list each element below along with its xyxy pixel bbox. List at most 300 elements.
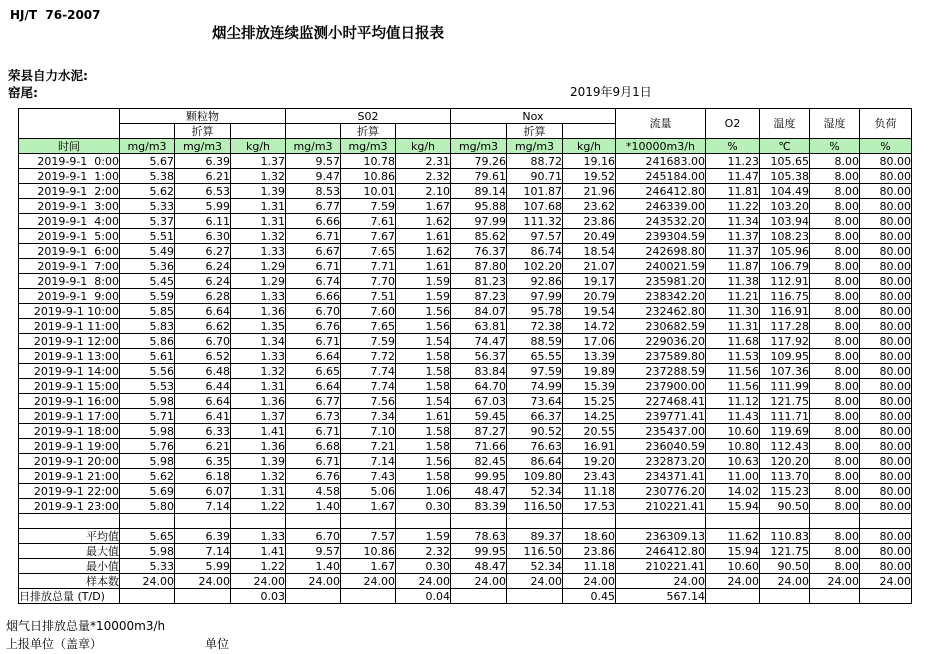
cell: 8.00 xyxy=(810,364,860,379)
cell: 0.45 xyxy=(563,589,616,604)
cell: 7.74 xyxy=(341,364,396,379)
data-row xyxy=(19,334,912,349)
cell: 2.10 xyxy=(396,184,451,199)
cell: 1.59 xyxy=(396,289,451,304)
cell: 11.18 xyxy=(563,484,616,499)
cell: 1.58 xyxy=(396,469,451,484)
unit-cell: mg/m3 xyxy=(120,139,175,154)
cell: 106.79 xyxy=(760,259,810,274)
cell: 1.62 xyxy=(396,244,451,259)
cell: 237589.80 xyxy=(616,349,706,364)
cell: 8.00 xyxy=(810,289,860,304)
data-row xyxy=(19,469,912,484)
cell: 18.54 xyxy=(563,244,616,259)
cell: 6.27 xyxy=(175,244,231,259)
cell: 2019-9-1 11:00 xyxy=(19,319,120,334)
cell: 19.17 xyxy=(563,274,616,289)
cell: 2019-9-1 15:00 xyxy=(19,379,120,394)
cell: 80.00 xyxy=(860,484,912,499)
cell: 6.64 xyxy=(175,394,231,409)
cell: 5.71 xyxy=(120,409,175,424)
cell: 2.32 xyxy=(396,544,451,559)
cell: 8.00 xyxy=(810,424,860,439)
cell: 246412.80 xyxy=(616,184,706,199)
cell: 最大值 xyxy=(19,544,120,559)
cell: 11.34 xyxy=(706,214,760,229)
units-row xyxy=(19,139,912,154)
cell: 1.58 xyxy=(396,439,451,454)
so2-converted-header: 折算 xyxy=(341,124,396,139)
cell: 8.00 xyxy=(810,499,860,514)
cell: 90.52 xyxy=(507,424,563,439)
cell xyxy=(706,514,760,529)
time-column-header: 时间 xyxy=(19,139,120,154)
pm-group-header: 颗粒物 xyxy=(120,109,286,124)
cell: 76.37 xyxy=(451,244,507,259)
summary-row xyxy=(19,529,912,544)
cell: 11.12 xyxy=(706,394,760,409)
cell: 105.38 xyxy=(760,169,810,184)
cell: 1.06 xyxy=(396,484,451,499)
cell: 8.00 xyxy=(810,199,860,214)
cell: 9.57 xyxy=(286,544,341,559)
cell: 11.81 xyxy=(706,184,760,199)
cell: 2019-9-1 0:00 xyxy=(19,154,120,169)
cell xyxy=(860,514,912,529)
cell: 1.32 xyxy=(231,469,286,484)
cell xyxy=(451,514,507,529)
cell: 7.61 xyxy=(341,214,396,229)
cell: 116.91 xyxy=(760,304,810,319)
cell: 6.35 xyxy=(175,454,231,469)
cell: 5.45 xyxy=(120,274,175,289)
table-body xyxy=(19,154,912,604)
cell: 102.20 xyxy=(507,259,563,274)
cell: 2019-9-1 10:00 xyxy=(19,304,120,319)
cell: 18.60 xyxy=(563,529,616,544)
cell: 7.56 xyxy=(341,394,396,409)
cell: 10.86 xyxy=(341,544,396,559)
cell: 5.33 xyxy=(120,199,175,214)
cell: 8.00 xyxy=(810,169,860,184)
cell: 日排放总量 (T/D) xyxy=(19,589,120,604)
cell: 5.38 xyxy=(120,169,175,184)
cell: 92.86 xyxy=(507,274,563,289)
cell: 229036.20 xyxy=(616,334,706,349)
cell xyxy=(810,514,860,529)
cell: 110.83 xyxy=(760,529,810,544)
cell: 24.00 xyxy=(507,574,563,589)
data-row xyxy=(19,244,912,259)
cell: 232462.80 xyxy=(616,304,706,319)
cell: 6.24 xyxy=(175,274,231,289)
cell: 121.75 xyxy=(760,394,810,409)
cell: 59.45 xyxy=(451,409,507,424)
cell: 5.51 xyxy=(120,229,175,244)
cell: 11.47 xyxy=(706,169,760,184)
cell: 103.94 xyxy=(760,214,810,229)
summary-row xyxy=(19,559,912,574)
cell: 11.56 xyxy=(706,364,760,379)
cell: 235981.20 xyxy=(616,274,706,289)
cell: 73.64 xyxy=(507,394,563,409)
reporting-unit-label: 上报单位（盖章） xyxy=(6,637,103,651)
cell: 11.21 xyxy=(706,289,760,304)
cell: 95.88 xyxy=(451,199,507,214)
cell: 80.00 xyxy=(860,454,912,469)
cell: 2019-9-1 14:00 xyxy=(19,364,120,379)
cell: 8.00 xyxy=(810,469,860,484)
cell: 14.02 xyxy=(706,484,760,499)
cell: 242698.80 xyxy=(616,244,706,259)
cell: 6.21 xyxy=(175,439,231,454)
cell: 24.00 xyxy=(706,574,760,589)
cell: 88.72 xyxy=(507,154,563,169)
cell: 567.14 xyxy=(616,589,706,604)
cell: 1.33 xyxy=(231,244,286,259)
cell: 104.49 xyxy=(760,184,810,199)
empty-cell xyxy=(231,124,286,139)
cell: 6.64 xyxy=(286,379,341,394)
cell: 6.71 xyxy=(286,334,341,349)
cell: 2019-9-1 20:00 xyxy=(19,454,120,469)
cell: 210221.41 xyxy=(616,499,706,514)
cell: 80.00 xyxy=(860,244,912,259)
cell: 2019-9-1 2:00 xyxy=(19,184,120,199)
cell: 5.62 xyxy=(120,184,175,199)
cell: 78.63 xyxy=(451,529,507,544)
cell: 5.98 xyxy=(120,544,175,559)
cell: 17.53 xyxy=(563,499,616,514)
cell: 11.22 xyxy=(706,199,760,214)
cell: 238342.20 xyxy=(616,289,706,304)
cell: 1.40 xyxy=(286,559,341,574)
cell: 1.22 xyxy=(231,499,286,514)
empty-cell xyxy=(286,124,341,139)
cell: 20.79 xyxy=(563,289,616,304)
cell: 11.31 xyxy=(706,319,760,334)
cell: 19.54 xyxy=(563,304,616,319)
cell: 21.07 xyxy=(563,259,616,274)
cell: 116.50 xyxy=(507,544,563,559)
cell: 2.32 xyxy=(396,169,451,184)
pm-converted-header: 折算 xyxy=(175,124,231,139)
cell: 1.61 xyxy=(396,229,451,244)
cell xyxy=(507,589,563,604)
cell: 80.00 xyxy=(860,559,912,574)
cell: 80.00 xyxy=(860,304,912,319)
cell: 97.57 xyxy=(507,229,563,244)
cell: 15.94 xyxy=(706,544,760,559)
cell: 5.56 xyxy=(120,364,175,379)
cell: 0.03 xyxy=(231,589,286,604)
load-header: 负荷 xyxy=(860,109,912,139)
cell: 5.76 xyxy=(120,439,175,454)
cell: 6.53 xyxy=(175,184,231,199)
unit-cell: kg/h xyxy=(563,139,616,154)
cell: 80.00 xyxy=(860,469,912,484)
cell: 1.32 xyxy=(231,229,286,244)
flow-header: 流量 xyxy=(616,109,706,139)
cell xyxy=(760,514,810,529)
cell: 237900.00 xyxy=(616,379,706,394)
data-row xyxy=(19,484,912,499)
cell: 11.37 xyxy=(706,229,760,244)
cell: 241683.00 xyxy=(616,154,706,169)
data-row xyxy=(19,304,912,319)
data-row xyxy=(19,379,912,394)
cell: 6.71 xyxy=(286,424,341,439)
cell: 121.75 xyxy=(760,544,810,559)
cell: 2019-9-1 1:00 xyxy=(19,169,120,184)
cell: 14.72 xyxy=(563,319,616,334)
cell: 6.62 xyxy=(175,319,231,334)
cell: 48.47 xyxy=(451,484,507,499)
cell: 1.31 xyxy=(231,379,286,394)
cell: 87.23 xyxy=(451,289,507,304)
cell: 105.65 xyxy=(760,154,810,169)
cell: 243532.20 xyxy=(616,214,706,229)
unit-cell: *10000m3/h xyxy=(616,139,706,154)
cell: 1.33 xyxy=(231,529,286,544)
cell: 5.98 xyxy=(120,394,175,409)
cell: 6.11 xyxy=(175,214,231,229)
cell: 5.61 xyxy=(120,349,175,364)
cell xyxy=(507,514,563,529)
cell xyxy=(231,514,286,529)
cell: 19.52 xyxy=(563,169,616,184)
nox-converted-header: 折算 xyxy=(507,124,563,139)
data-row xyxy=(19,274,912,289)
cell: 15.39 xyxy=(563,379,616,394)
cell: 6.39 xyxy=(175,529,231,544)
cell: 1.56 xyxy=(396,319,451,334)
cell: 1.37 xyxy=(231,409,286,424)
unit-cell: kg/h xyxy=(396,139,451,154)
cell: 7.21 xyxy=(341,439,396,454)
cell: 90.50 xyxy=(760,559,810,574)
cell: 6.76 xyxy=(286,319,341,334)
cell: 81.23 xyxy=(451,274,507,289)
data-row xyxy=(19,499,912,514)
cell: 9.47 xyxy=(286,169,341,184)
cell: 7.14 xyxy=(341,454,396,469)
cell: 8.00 xyxy=(810,454,860,469)
cell: 80.00 xyxy=(860,349,912,364)
cell: 1.31 xyxy=(231,214,286,229)
cell: 19.89 xyxy=(563,364,616,379)
cell: 113.70 xyxy=(760,469,810,484)
data-row xyxy=(19,259,912,274)
cell: 6.28 xyxy=(175,289,231,304)
cell: 24.00 xyxy=(760,574,810,589)
cell: 67.03 xyxy=(451,394,507,409)
cell: 1.61 xyxy=(396,259,451,274)
cell: 86.74 xyxy=(507,244,563,259)
cell: 97.59 xyxy=(507,364,563,379)
cell: 99.95 xyxy=(451,544,507,559)
cell: 1.40 xyxy=(286,499,341,514)
cell: 8.00 xyxy=(810,529,860,544)
cell: 80.00 xyxy=(860,214,912,229)
cell xyxy=(860,589,912,604)
cell: 10.80 xyxy=(706,439,760,454)
cell: 245184.00 xyxy=(616,169,706,184)
cell: 80.00 xyxy=(860,319,912,334)
data-row xyxy=(19,424,912,439)
cell: 82.45 xyxy=(451,454,507,469)
cell: 2.31 xyxy=(396,154,451,169)
cell: 6.66 xyxy=(286,289,341,304)
unit-cell: ℃ xyxy=(760,139,810,154)
cell: 48.47 xyxy=(451,559,507,574)
cell xyxy=(706,589,760,604)
cell: 1.58 xyxy=(396,424,451,439)
cell: 71.66 xyxy=(451,439,507,454)
cell: 2019-9-1 18:00 xyxy=(19,424,120,439)
cell: 86.64 xyxy=(507,454,563,469)
cell: 52.34 xyxy=(507,484,563,499)
flue-gas-total-note: 烟气日排放总量*10000m3/h xyxy=(6,619,166,633)
cell: 80.00 xyxy=(860,169,912,184)
cell: 10.60 xyxy=(706,424,760,439)
cell: 87.80 xyxy=(451,259,507,274)
cell: 80.00 xyxy=(860,364,912,379)
cell: 10.01 xyxy=(341,184,396,199)
cell: 5.69 xyxy=(120,484,175,499)
cell: 0.30 xyxy=(396,559,451,574)
cell: 24.00 xyxy=(231,574,286,589)
empty-cell xyxy=(396,124,451,139)
data-row xyxy=(19,229,912,244)
cell: 1.36 xyxy=(231,439,286,454)
cell: 23.86 xyxy=(563,214,616,229)
cell: 1.39 xyxy=(231,184,286,199)
cell: 11.23 xyxy=(706,154,760,169)
cell: 11.37 xyxy=(706,244,760,259)
cell: 111.99 xyxy=(760,379,810,394)
cell: 6.64 xyxy=(175,304,231,319)
cell: 11.68 xyxy=(706,334,760,349)
cell: 240021.59 xyxy=(616,259,706,274)
cell: 64.70 xyxy=(451,379,507,394)
cell: 63.81 xyxy=(451,319,507,334)
cell: 6.71 xyxy=(286,229,341,244)
cell: 6.77 xyxy=(286,199,341,214)
cell: 2019-9-1 9:00 xyxy=(19,289,120,304)
cell: 11.18 xyxy=(563,559,616,574)
cell: 83.39 xyxy=(451,499,507,514)
cell: 1.62 xyxy=(396,214,451,229)
cell: 2019-9-1 22:00 xyxy=(19,484,120,499)
cell: 1.32 xyxy=(231,364,286,379)
cell: 7.74 xyxy=(341,379,396,394)
data-row xyxy=(19,214,912,229)
cell: 1.32 xyxy=(231,169,286,184)
cell: 1.29 xyxy=(231,274,286,289)
page-title: 烟尘排放连续监测小时平均值日报表 xyxy=(212,26,444,42)
monitoring-table xyxy=(18,108,912,604)
cell: 2019-9-1 13:00 xyxy=(19,349,120,364)
cell: 2019-9-1 8:00 xyxy=(19,274,120,289)
cell: 8.00 xyxy=(810,229,860,244)
cell: 6.21 xyxy=(175,169,231,184)
cell: 8.00 xyxy=(810,274,860,289)
cell: 8.00 xyxy=(810,244,860,259)
cell: 6.65 xyxy=(286,364,341,379)
cell: 65.55 xyxy=(507,349,563,364)
cell: 11.56 xyxy=(706,379,760,394)
group-header-row xyxy=(19,109,912,124)
cell xyxy=(341,589,396,604)
cell: 6.70 xyxy=(175,334,231,349)
spacer-row xyxy=(19,514,912,529)
cell: 80.00 xyxy=(860,424,912,439)
cell: 1.41 xyxy=(231,544,286,559)
cell: 2019-9-1 16:00 xyxy=(19,394,120,409)
cell: 236309.13 xyxy=(616,529,706,544)
cell: 120.20 xyxy=(760,454,810,469)
cell: 80.00 xyxy=(860,379,912,394)
cell: 84.07 xyxy=(451,304,507,319)
cell: 5.36 xyxy=(120,259,175,274)
cell: 7.60 xyxy=(341,304,396,319)
cell: 236040.59 xyxy=(616,439,706,454)
cell: 10.60 xyxy=(706,559,760,574)
cell: 20.55 xyxy=(563,424,616,439)
cell: 7.72 xyxy=(341,349,396,364)
cell: 2019-9-1 4:00 xyxy=(19,214,120,229)
cell: 80.00 xyxy=(860,184,912,199)
cell: 6.39 xyxy=(175,154,231,169)
cell: 103.20 xyxy=(760,199,810,214)
cell: 14.25 xyxy=(563,409,616,424)
cell: 95.78 xyxy=(507,304,563,319)
cell: 115.23 xyxy=(760,484,810,499)
cell: 10.63 xyxy=(706,454,760,469)
cell: 7.59 xyxy=(341,334,396,349)
cell: 20.49 xyxy=(563,229,616,244)
cell: 24.00 xyxy=(563,574,616,589)
monitoring-location: 窑尾: xyxy=(8,85,38,100)
cell: 5.99 xyxy=(175,199,231,214)
cell: 1.35 xyxy=(231,319,286,334)
cell: 111.71 xyxy=(760,409,810,424)
cell: 24.00 xyxy=(175,574,231,589)
cell: 5.65 xyxy=(120,529,175,544)
cell: 6.41 xyxy=(175,409,231,424)
cell: 6.33 xyxy=(175,424,231,439)
cell: 19.20 xyxy=(563,454,616,469)
cell: 5.59 xyxy=(120,289,175,304)
cell: 7.14 xyxy=(175,544,231,559)
cell: 2019-9-1 23:00 xyxy=(19,499,120,514)
nox-group-header: Nox xyxy=(451,109,616,124)
cell: 8.00 xyxy=(810,559,860,574)
empty-cell xyxy=(120,124,175,139)
cell: 15.25 xyxy=(563,394,616,409)
cell: 232873.20 xyxy=(616,454,706,469)
data-row xyxy=(19,454,912,469)
cell: 1.67 xyxy=(341,559,396,574)
cell: 2019-9-1 12:00 xyxy=(19,334,120,349)
cell: 2019-9-1 7:00 xyxy=(19,259,120,274)
unit-cell: % xyxy=(810,139,860,154)
cell: 6.70 xyxy=(286,529,341,544)
cell: 116.50 xyxy=(507,499,563,514)
cell: 6.48 xyxy=(175,364,231,379)
cell: 8.00 xyxy=(810,439,860,454)
